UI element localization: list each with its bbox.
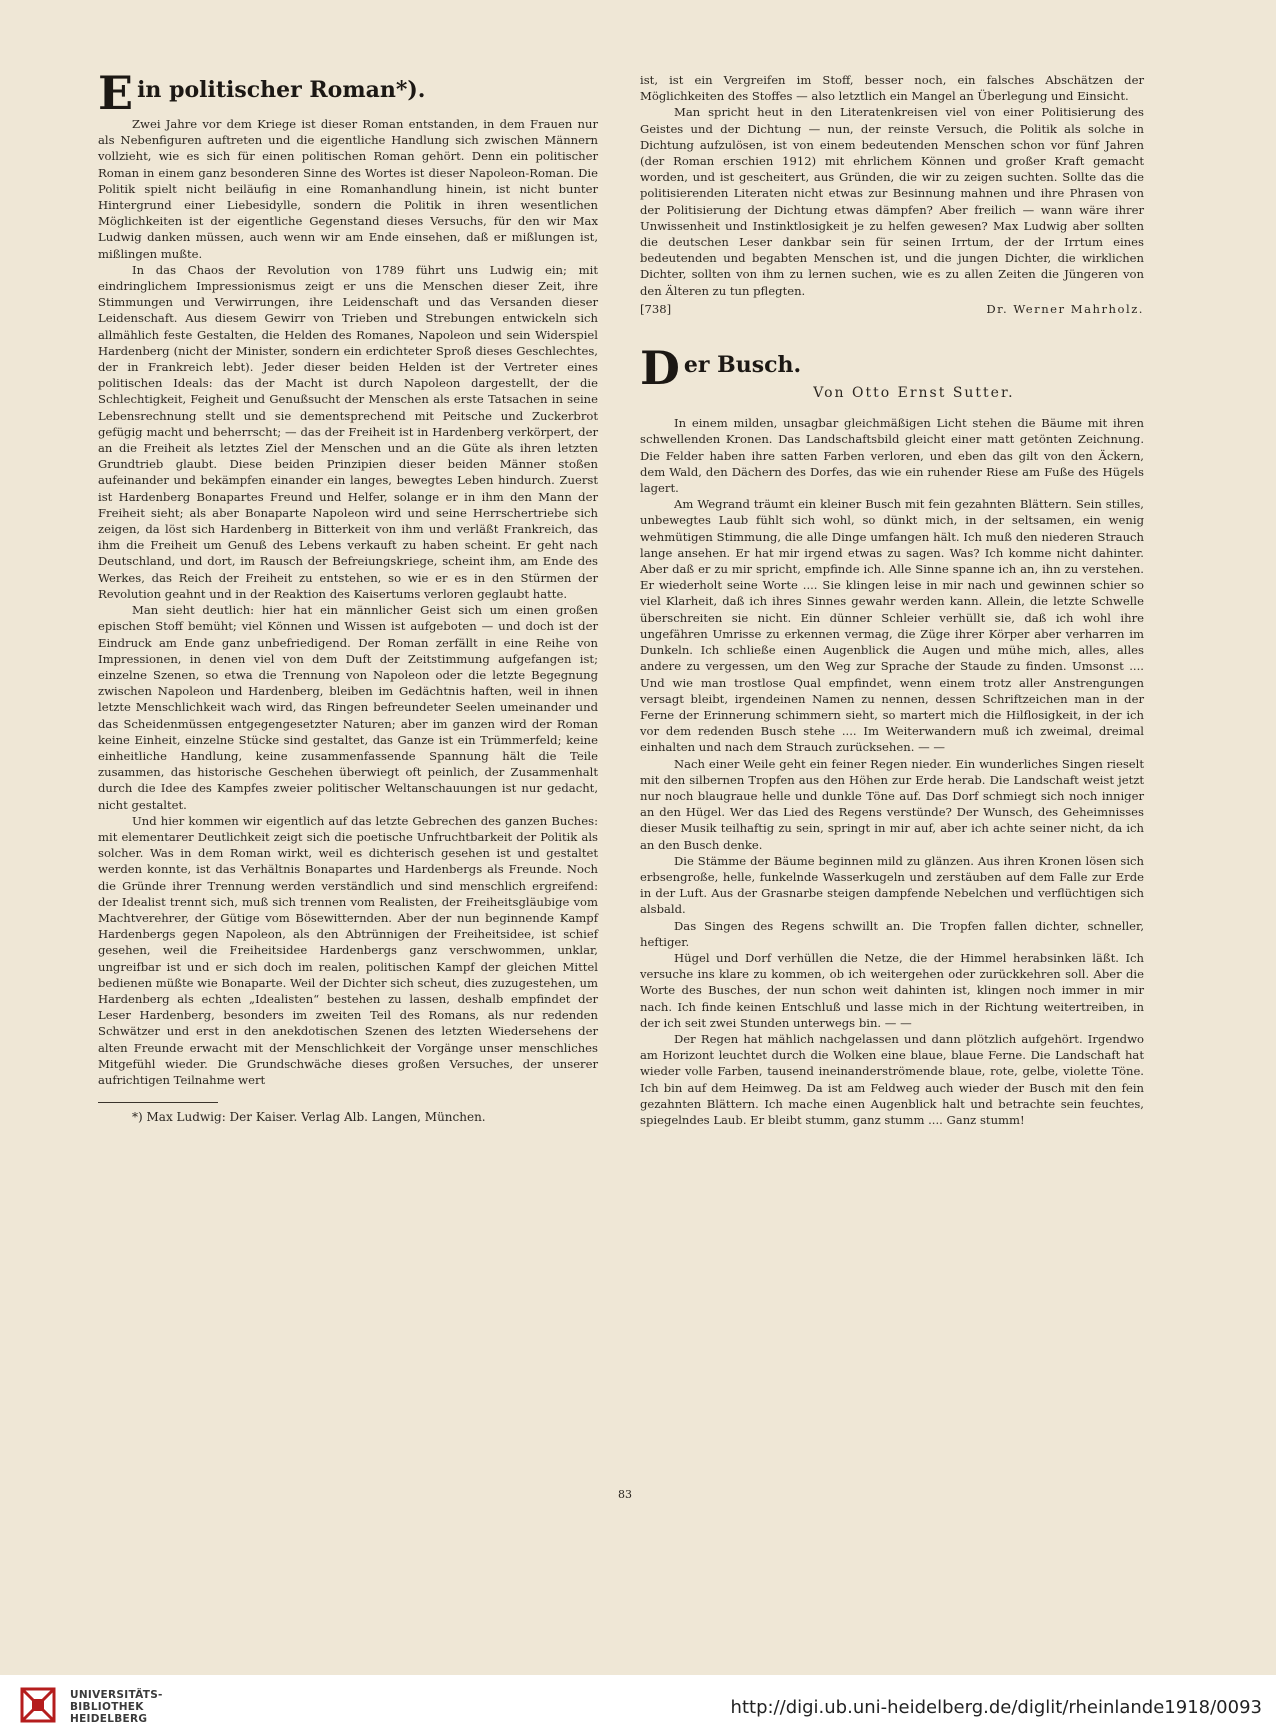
byline: Von Otto Ernst Sutter.	[813, 385, 1015, 402]
footnote-divider	[98, 1102, 218, 1103]
paragraph: Am Wegrand träumt ein kleiner Busch mit fein gezahnten Blättern. Sein stilles, unbewegtes Laub fühlt sich wohl, so dünkt mich, in der seltsamen, ein wenig wehmütigen Stimmung, die alle Dinge umfangen hält. Ich muß den niederen Strauch lange ansehen. Er hat mir irgend etwas zu sagen. Was? Ich komme nicht dahinter. Aber daß er zu mir spricht, empfinde ich. Alle Sinne spanne ich an, ihn zu verstehen. Er wiederholt seine Worte .... Sie klingen leise in mir nach und gewinnen schier so viel Klarheit, daß ich ihres Sinnes gewahr werden kann. Allein, die letzte Schwelle überschreiten sie nicht. Ein dünner Schleier verhüllt sie, daß ich wohl ihre ungefähren Umrisse zu erkennen vermag, die Züge ihrer Körper aber verharren im Dunkeln. Ich schließe einen Augenblick die Augen und mühe mich, alles, alles andere zu vergessen, um den Weg zur Sprache der Staude zu finden. Umsonst .... Und wie man trostlose Qual empfindet, wenn einem trotz aller Anstrengungen versagt bleibt, irgendeinen Namen zu nennen, dessen Schriftzeichen man in der Ferne der Erinnerung schimmern sieht, so martert mich die Hilflosigkeit, in der ich vor dem redenden Busch stehe .... Im Weiterwandern muß ich zweimal, dreimal einhalten und nach dem Strauch zurücksehen. — —	[640, 497, 1144, 755]
title-initial: D	[640, 341, 680, 396]
article-title	[98, 66, 598, 120]
library-name	[70, 1689, 163, 1725]
paragraph: Das Singen des Regens schwillt an. Die Tropfen fallen dichter, schneller, heftiger.	[640, 918, 1144, 949]
paragraph: Der Regen hat mählich nachgelassen und dann plötzlich aufgehört. Irgendwo am Horizont leuchtet durch die Wolken eine blaue, blaue Ferne. Die Landschaft hat wieder volle Farben, tausend ineinanderströmende blaue, rote, gelbe, violette Töne. Ich bin auf dem Heimweg. Da ist am Feldweg auch wieder der Busch mit den fein gezahnten Blättern. Ich mache einen Augenblick halt und betrachte sein feuchtes, spiegelndes Laub. Er bleibt stumm, ganz stumm .... Ganz stumm!	[640, 1031, 1144, 1127]
paragraph: In das Chaos der Revolution von 1789 führt uns Ludwig ein; mit eindringlichem Impressionismus zeigt er uns die Menschen dieser Zeit, ihre Stimmungen und Verwirrungen, ihre Leidenschaft und das Versanden dieser Leidenschaft. Aus diesem Gewirr von Trieben und Strebungen entwickeln sich allmählich feste Gestalten, die Helden des Romanes, Napoleon und sein Widerspiel Hardenberg (nicht der Minister, sondern ein erdichteter Sproß dieses Geschlechtes, der in Frankreich lebt). Jeder dieser beiden Helden ist der Vertreter eines politischen Ideals: das der Macht ist durch Napoleon dargestellt, der die Schlechtigkeit, Feigheit und Genußsucht der Menschen als erste Tatsachen in seine Lebensrechnung stellt und sie dementsprechend mit Peitsche und Zuckerbrot gefügig macht und beherrscht; — das der Freiheit ist in Hardenberg verkörpert, der an die Freiheit als letztes Ziel der Menschen und an die Güte als ihren letzten Grundtrieb glaubt. Diese beiden Prinzipien dieser beiden Männer stoßen aufeinander und bekämpfen einander ein langes, bewegtes Leben hindurch. Zuerst ist Hardenberg Bonapartes Freund und Helfer, solange er in ihm den Mann der Freiheit sieht; als aber Bonaparte Napoleon wird und seine Herrschertriebe sich zeigen, da löst sich Hardenberg in Bitterkeit von ihm und verläßt Frankreich, das ihm die Freiheit um Genuß des Lebens verkauft zu haben scheint. Er geht nach Deutschland, und dort, im Rausch der Befreiungskriege, scheint ihm, am Ende des Werkes, das Reich der Freiheit zu entstehen, so wie er es in den Stürmen der Revolution geahnt und in der Reaktion des Kaisertums verloren geglaubt hatte.	[98, 262, 598, 601]
paragraph: Nach einer Weile geht ein feiner Regen nieder. Ein wunderliches Singen rieselt mit den silbernen Tropfen aus den Höhen zur Erde herab. Die Landschaft weist jetzt nur noch blaugraue helle und dunkle Töne auf. Das Dorf schmiegt sich noch inniger an den Hügel. Wer das Lied des Regens verstünde? Der Wunsch, des Geheimnisses dieser Musik teilhaftig zu sein, springt in mir auf, aber ich achte seiner nicht, da ich an den Busch denke.	[640, 756, 1144, 852]
source-url[interactable]: http://digi.ub.uni-heidelberg.de/diglit/rheinlande1918/0093	[730, 1697, 1262, 1718]
title-text: er Busch.	[683, 352, 802, 379]
paragraph: In einem milden, unsagbar gleichmäßigen Licht stehen die Bäume mit ihren schwellenden Kronen. Das Landschaftsbild gleicht einer matt getönten Zeichnung. Die Felder haben ihre satten Farben verloren, und eben das gilt von den Äckern, dem Wald, den Dächern des Dorfes, das wie ein ruhender Riese am Fuße des Hügels lagert.	[640, 416, 1144, 496]
title-text: in politischer Roman*).	[137, 77, 426, 103]
author-signature: Dr. Werner Mahrholz.	[986, 301, 1144, 316]
page-number: 83	[618, 1488, 632, 1501]
paragraph: Hügel und Dorf verhüllen die Netze, die der Himmel herabsinken läßt. Ich versuche ins klare zu kommen, ob ich weitergehen oder zurückkehren soll. Aber die Worte des Busches, der nun schon weit dahinten ist, klingen noch immer in mir nach. Ich finde keinen Entschluß und lasse mich in der Richtung weitertreiben, in der ich seit zwei Stunden unterwegs bin. — —	[640, 950, 1144, 1030]
paragraph: ist, ist ein Vergreifen im Stoff, besser noch, ein falsches Abschätzen der Möglichkeiten des Stoffes — also letztlich ein Mangel an Überlegung und Einsicht.	[640, 73, 1144, 104]
paragraph: Und hier kommen wir eigentlich auf das letzte Gebrechen des ganzen Buches: mit elementarer Deutlichkeit zeigt sich die poetische Unfruchtbarkeit der Politik als solcher. Was in dem Roman wirkt, weil es dichterisch gesehen ist und gestaltet werden konnte, ist das Verhältnis Bonapartes und Hardenbergs als Freunde. Noch die Gründe ihrer Trennung werden verständlich und sind menschlich ergreifend: der Idealist trennt sich, muß sich trennen vom Realisten, der Freiheitsgläubige vom Machtverehrer, der Gütige vom Bösewitternden. Aber der nun beginnende Kampf Hardenbergs gegen Napoleon, als den Abtrünnigen der Freiheitsidee, ist schief gesehen, weil die Freiheitsidee Hardenbergs ganz verschwommen, unklar, ungreifbar ist und er sich doch im realen, politischen Kampf der gleichen Mittel bedienen müßte wie Bonaparte. Weil der Dichter sich scheut, dies zuzugestehen, um Hardenberg als echten „Idealisten“ bestehen zu lassen, deshalb empfindet der Leser Hardenberg, besonders im zweiten Teil des Romans, als nur redenden Schwätzer und erst in den anekdotischen Szenen des letzten Wiedersehens der alten Freunde erwacht mit der Menschlichkeit der Vorgänge unser menschliches Mitgefühl wieder. Die Grundschwäche dieses großen Versuches, der unserer aufrichtigen Teilnahme wert	[98, 813, 598, 1087]
library-name-line: BIBLIOTHEK	[70, 1701, 144, 1713]
left-column	[98, 66, 598, 1125]
paragraph: Man spricht heut in den Literatenkreisen viel von einer Politisierung des Geistes und der Dichtung — nun, der reinste Versuch, die Politik als solche in Dichtung aufzulösen, ist von einem bedeutenden Menschen schon vor fünf Jahren (der Roman erschien 1912) mit ehrlichem Können und großer Kraft gemacht worden, und ist gescheitert, aus Gründen, die wir zu zeigen suchten. Sollte das die politisierenden Literaten nicht etwas zur Besinnung mahnen und ihre Phrasen von der Politisierung der Dichtung etwas dämpfen? Aber freilich — wann wäre ihrer Unwissenheit und Instinktlosigkeit je zu helfen gewesen? Max Ludwig aber sollten die deutschen Leser dankbar sein für seinen Irrtum, der der Irrtum eines bedeutenden und begabten Menschen ist, und die jungen Dichter, die wirklichen Dichter, sollten von ihm zu lernen suchen, wie es zu allen Zeiten die Jüngeren von den Älteren zu tun pflegten.	[640, 105, 1144, 298]
footer-bar	[0, 1675, 1276, 1733]
library-name-line: HEIDELBERG	[70, 1713, 148, 1725]
signature-row	[640, 301, 1144, 317]
library-name-line: UNIVERSITÄTS-	[70, 1689, 163, 1701]
article-number: [738]	[640, 301, 672, 316]
paragraph: Man sieht deutlich: hier hat ein männlicher Geist sich um einen großen epischen Stoff bemüht; viel Können und Wissen ist aufgeboten — und doch ist der Eindruck am Ende ganz unbefriedigend. Der Roman zerfällt in eine Reihe von Impressionen, in denen viel von dem Duft der Zeitstimmung aufgefangen ist; einzelne Szenen, so etwa die Trennung von Napoleon oder die letzte Begegnung zwischen Napoleon und Hardenberg, bleiben im Gedächtnis haften, weil in ihnen letzte Menschlichkeit wach wird, das Ringen befreundeter Seelen umeinander und das Scheidenmüssen entgegengesetzter Naturen; aber im ganzen wird der Roman keine Einheit, einzelne Stücke sind gestaltet, das Ganze ist ein Trümmerfeld; keine einheitliche Handlung, keine zusammenfassende Spannung hält die Teile zusammen, das historische Geschehen überwiegt oft peinlich, der Zusammenhalt durch die Idee des Kampfes zweier politischer Weltanschauungen ist nur gedacht, nicht gestaltet.	[98, 603, 598, 812]
paragraph: Die Stämme der Bäume beginnen mild zu glänzen. Aus ihren Kronen lösen sich erbsengroße, helle, funkelnde Wasserkugeln und zerstäuben auf dem Falle zur Erde in der Luft. Aus der Grasnarbe steigen dampfende Nebelchen und verflüchtigen sich alsbald.	[640, 853, 1144, 917]
title-initial: E	[98, 66, 134, 120]
paragraph: Zwei Jahre vor dem Kriege ist dieser Roman entstanden, in dem Frauen nur als Nebenfiguren auftreten und die eigentliche Handlung sich zwischen Männern vollzieht, wie es sich für einen politischen Roman gehört. Denn ein politischer Roman in einem ganz besonderen Sinne des Wortes ist dieser Napoleon-Roman. Die Politik spielt nicht beiläufig in eine Romanhandlung hinein, ist nicht bunter Hintergrund einer Liebesidylle, sondern die Politik in ihren wesentlichen Möglichkeiten ist der eigentliche Gegenstand dieses Versuchs, für den wir Max Ludwig danken müssen, auch wenn wir am Ende einsehen, daß er mißlungen ist, mißlingen mußte.	[98, 117, 598, 261]
right-column	[640, 72, 1144, 1128]
footnote: *) Max Ludwig: Der Kaiser. Verlag Alb. Langen, München.	[132, 1110, 486, 1125]
library-logo-icon	[18, 1685, 58, 1725]
